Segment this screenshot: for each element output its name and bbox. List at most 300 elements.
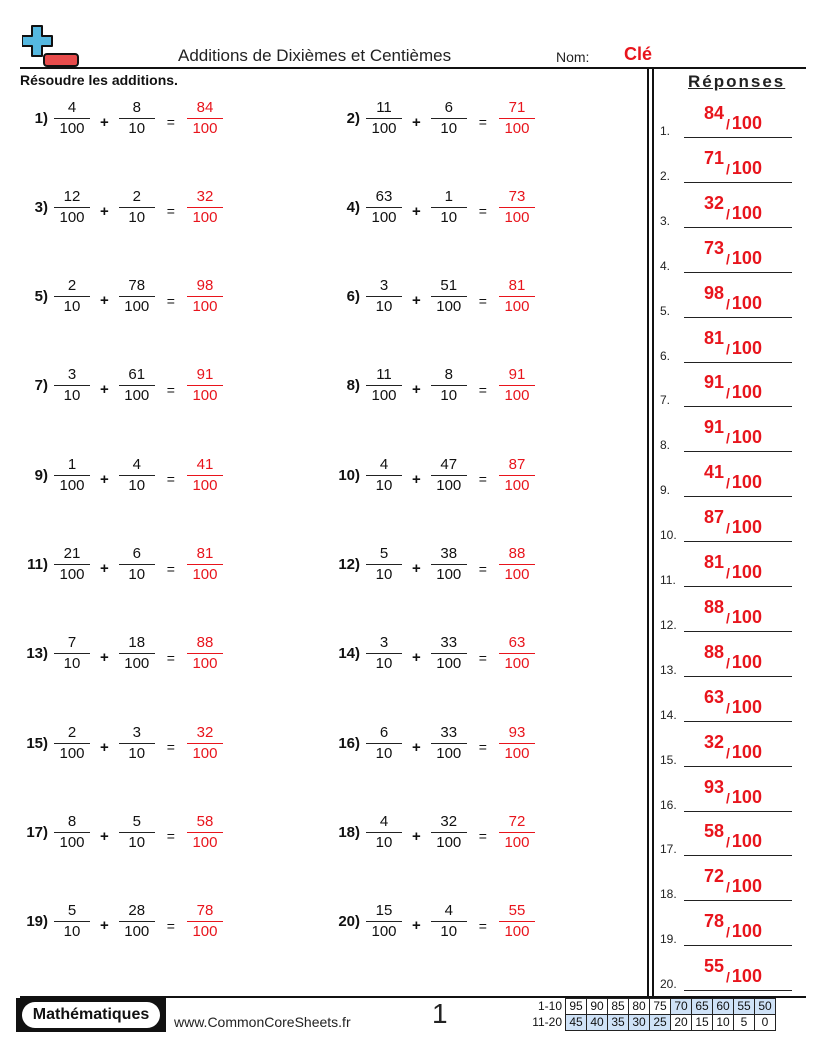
fraction-bar (431, 475, 467, 476)
answer-slash: / (726, 924, 730, 941)
denominator: 100 (371, 387, 397, 405)
numerator: 32 (196, 723, 214, 741)
answer-numerator: 81 (704, 327, 725, 348)
addend-fraction (366, 813, 402, 852)
answer-denominator: 100 (731, 562, 762, 582)
score-cell: 65 (692, 999, 713, 1015)
fraction-bar (54, 207, 90, 208)
answer-value (704, 686, 762, 718)
denominator: 100 (504, 387, 530, 405)
plus-sign: + (412, 381, 421, 399)
numerator: 1 (444, 187, 453, 205)
problem-number: 7) (34, 377, 48, 395)
answer-numerator: 88 (704, 596, 725, 617)
numerator: 87 (508, 455, 526, 473)
numerator: 21 (63, 545, 81, 562)
answer-row (660, 454, 792, 499)
addend-fraction (54, 277, 90, 316)
addend-fraction (54, 366, 90, 405)
subject-badge (16, 998, 166, 1032)
site-link[interactable]: www.CommonCoreSheets.fr (174, 1014, 351, 1030)
fraction-bar (366, 385, 402, 386)
answer-line (684, 990, 792, 991)
answer-value (704, 866, 762, 897)
problem (16, 721, 223, 765)
answer-slash: / (726, 205, 730, 222)
problem-number: 14) (338, 645, 360, 663)
fraction-bar (187, 564, 223, 565)
answer-numerator: 63 (704, 686, 725, 707)
problem (328, 453, 535, 497)
score-cell: 15 (692, 1015, 713, 1031)
denominator: 100 (192, 833, 218, 851)
answer-fraction (499, 545, 535, 584)
answer-index: 9. (660, 483, 671, 498)
problem (328, 721, 535, 765)
denominator: 100 (504, 119, 530, 137)
score-cell: 95 (566, 999, 587, 1015)
answer-slash: / (726, 879, 730, 896)
denominator: 100 (59, 566, 85, 583)
addend-fraction (119, 366, 155, 405)
worksheet-title: Additions de Dixièmes et Centièmes (178, 46, 452, 65)
equals-sign: = (478, 828, 487, 845)
numerator: 2 (67, 723, 77, 741)
addend-fraction (54, 545, 90, 584)
fraction-bar (119, 207, 155, 208)
fraction-bar (187, 207, 223, 208)
numerator: 81 (508, 277, 526, 295)
denominator: 10 (440, 208, 458, 226)
answer-numerator: 58 (704, 821, 725, 842)
fraction-bar (119, 475, 155, 476)
answer-slash: / (726, 744, 730, 761)
denominator: 100 (504, 208, 530, 226)
problem-number: 10) (338, 466, 360, 484)
answer-numerator: 32 (704, 192, 725, 213)
numerator: 4 (132, 455, 141, 473)
plus-sign: + (100, 917, 109, 935)
denominator: 100 (192, 566, 218, 583)
denominator: 10 (63, 387, 81, 405)
fraction-bar (431, 296, 467, 297)
answer-row (660, 275, 792, 320)
denominator: 100 (124, 387, 150, 405)
fraction-bar (119, 832, 155, 833)
numerator: 98 (196, 277, 214, 295)
fraction-bar (431, 743, 467, 744)
answer-slash: / (726, 475, 730, 492)
answer-fraction (187, 902, 223, 941)
answer-value (704, 956, 762, 987)
answer-row (660, 679, 792, 724)
problem-number: 5) (34, 288, 48, 306)
answer-fraction (499, 366, 535, 405)
score-cell: 0 (755, 1015, 776, 1031)
answer-slash: / (726, 385, 730, 402)
answer-numerator: 78 (704, 911, 725, 932)
denominator: 10 (128, 744, 146, 762)
addend-fraction (366, 456, 402, 495)
denominator: 100 (192, 655, 218, 673)
numerator: 41 (196, 455, 214, 473)
denominator: 100 (436, 655, 462, 673)
answer-denominator: 100 (731, 741, 762, 762)
denominator: 10 (375, 744, 393, 762)
numerator: 33 (440, 723, 458, 741)
fraction-bar (119, 921, 155, 922)
answer-fraction (187, 99, 223, 138)
answer-denominator: 100 (731, 427, 762, 448)
denominator: 10 (375, 566, 393, 583)
plus-sign: + (100, 470, 109, 488)
score-cell: 85 (608, 999, 629, 1015)
answer-index: 4. (660, 258, 671, 273)
plus-sign: + (100, 292, 109, 310)
answer-line (684, 855, 792, 856)
numerator: 88 (508, 545, 526, 562)
equals-sign: = (166, 114, 175, 130)
answer-value (704, 417, 762, 448)
answer-denominator: 100 (731, 202, 762, 223)
denominator: 100 (192, 476, 218, 494)
score-cell: 20 (671, 1015, 692, 1031)
numerator: 3 (67, 366, 77, 384)
answer-numerator: 98 (704, 282, 725, 303)
answer-denominator: 100 (731, 651, 762, 672)
page-number: 1 (432, 998, 448, 1029)
denominator: 100 (192, 119, 218, 137)
denominator: 10 (128, 566, 146, 583)
denominator: 100 (192, 387, 218, 405)
score-cell: 10 (713, 1015, 734, 1031)
fraction-bar (54, 385, 90, 386)
answer-fraction (187, 724, 223, 763)
fraction-bar (187, 296, 223, 297)
answer-numerator: 93 (704, 776, 725, 797)
fraction-bar (54, 832, 90, 833)
addend-fraction (431, 813, 467, 852)
answer-slash: / (726, 699, 730, 716)
denominator: 10 (63, 655, 81, 673)
problem (328, 810, 535, 854)
numerator: 6 (444, 98, 453, 116)
numerator: 72 (508, 812, 526, 830)
answer-index: 12. (660, 617, 677, 632)
equals-sign: = (478, 114, 487, 130)
answer-row (660, 634, 792, 679)
answer-slash: / (726, 160, 730, 177)
addend-fraction (366, 634, 402, 673)
problem-number: 9) (34, 466, 48, 484)
numerator: 11 (376, 98, 392, 116)
fraction-bar (366, 564, 402, 565)
answer-slash: / (726, 520, 730, 537)
answer-fraction (499, 902, 535, 941)
fraction-bar (499, 743, 535, 744)
answer-row (660, 499, 792, 544)
numerator: 32 (440, 812, 458, 830)
addend-fraction (54, 99, 90, 138)
answer-line (684, 362, 792, 363)
numerator: 5 (132, 812, 141, 830)
answer-value (704, 103, 762, 134)
equals-sign: = (478, 292, 487, 309)
answer-slash: / (726, 250, 730, 267)
score-cell: 35 (608, 1015, 629, 1031)
fraction-bar (499, 207, 535, 208)
plus-sign: + (412, 202, 421, 220)
numerator: 91 (196, 366, 214, 384)
denominator: 10 (440, 387, 458, 405)
addend-fraction (119, 456, 155, 495)
denominator: 100 (504, 833, 530, 851)
answer-slash: / (726, 789, 730, 806)
addend-fraction (119, 188, 155, 227)
addend-fraction (119, 99, 155, 138)
denominator: 100 (504, 566, 530, 583)
answer-denominator: 100 (731, 831, 762, 852)
plus-sign: + (412, 560, 421, 577)
answer-line (684, 766, 792, 767)
answer-slash: / (726, 295, 730, 312)
plus-sign: + (412, 738, 421, 756)
problem-number: 17) (26, 823, 48, 841)
answer-slash: / (726, 340, 730, 357)
addend-fraction (54, 188, 90, 227)
answer-row (660, 230, 792, 275)
answer-denominator: 100 (731, 337, 762, 358)
numerator: 33 (440, 634, 458, 652)
answer-row (660, 140, 792, 185)
equals-sign: = (166, 649, 175, 666)
problem-number: 12) (338, 556, 360, 573)
numerator: 3 (132, 723, 141, 741)
answer-denominator: 100 (731, 696, 762, 717)
answer-slash: / (726, 834, 730, 851)
problem-number: 1) (34, 109, 48, 127)
addend-fraction (119, 545, 155, 584)
score-cell: 80 (629, 999, 650, 1015)
answer-index: 16. (660, 797, 677, 812)
plus-sign: + (412, 917, 421, 935)
denominator: 10 (128, 119, 146, 137)
denominator: 100 (504, 655, 530, 673)
numerator: 15 (375, 902, 393, 920)
fraction-bar (499, 296, 535, 297)
denominator: 100 (124, 655, 150, 673)
answer-index: 14. (660, 707, 677, 722)
equals-sign: = (166, 381, 175, 398)
score-row-label: 11-20 (532, 1015, 562, 1029)
equals-sign: = (166, 917, 175, 934)
answer-numerator: 32 (704, 731, 725, 752)
numerator: 78 (128, 277, 146, 295)
answer-index: 20. (660, 977, 677, 992)
plus-sign: + (100, 113, 109, 131)
answer-line (684, 496, 792, 497)
answer-index: 8. (660, 438, 671, 453)
plus-sign: + (100, 738, 109, 756)
answer-line (684, 137, 792, 138)
answer-value (704, 237, 762, 269)
equals-sign: = (166, 828, 175, 845)
addend-fraction (119, 634, 155, 673)
fraction-bar (54, 653, 90, 654)
answer-fraction (187, 277, 223, 316)
answer-row (660, 409, 792, 454)
answer-fraction (187, 634, 223, 673)
problem (16, 96, 223, 140)
fraction-bar (431, 207, 467, 208)
answer-slash: / (726, 116, 730, 132)
numerator: 88 (196, 634, 214, 652)
fraction-bar (119, 564, 155, 565)
denominator: 10 (63, 298, 81, 316)
numerator: 1 (67, 455, 77, 473)
addend-fraction (366, 277, 402, 316)
equals-sign: = (166, 471, 175, 488)
fraction-bar (431, 921, 467, 922)
fraction-bar (499, 475, 535, 476)
answer-numerator: 41 (704, 462, 725, 483)
numerator: 6 (132, 545, 141, 562)
denominator: 10 (375, 476, 393, 494)
addend-fraction (366, 188, 402, 227)
answer-denominator: 100 (731, 247, 762, 268)
numerator: 63 (508, 634, 526, 652)
denominator: 10 (128, 833, 146, 851)
numerator: 5 (67, 902, 77, 920)
answer-row (660, 589, 792, 634)
answer-fraction (499, 188, 535, 227)
answer-denominator: 100 (731, 472, 762, 493)
fraction-bar (366, 832, 402, 833)
fraction-bar (187, 921, 223, 922)
addend-fraction (366, 366, 402, 405)
denominator: 10 (440, 119, 458, 137)
fraction-bar (119, 743, 155, 744)
numerator: 91 (508, 366, 526, 384)
fraction-bar (119, 653, 155, 654)
problem-number: 3) (34, 198, 48, 216)
numerator: 32 (196, 187, 214, 205)
numerator: 63 (375, 187, 393, 205)
answer-line (684, 317, 792, 318)
answer-denominator: 100 (731, 113, 762, 133)
answer-line (684, 721, 792, 722)
answer-fraction (499, 634, 535, 673)
answers-title: Réponses (688, 72, 786, 91)
name-label: Nom: (556, 49, 590, 65)
fraction-bar (54, 564, 90, 565)
numerator: 6 (379, 723, 389, 741)
problem (16, 810, 223, 854)
numerator: 12 (63, 187, 81, 205)
problem-number: 2) (346, 109, 360, 127)
denominator: 100 (436, 744, 462, 762)
answer-value (704, 596, 762, 628)
answers-divider (652, 67, 654, 996)
answers-divider (647, 67, 649, 996)
equals-sign: = (478, 203, 487, 220)
score-cell: 50 (755, 999, 776, 1015)
numerator: 55 (508, 902, 526, 920)
answer-index: 18. (660, 887, 677, 902)
answer-index: 13. (660, 662, 677, 677)
fraction-bar (119, 385, 155, 386)
denominator: 100 (59, 744, 85, 762)
answer-index: 17. (660, 842, 677, 857)
addend-fraction (119, 724, 155, 763)
answer-row (660, 544, 792, 589)
denominator: 100 (436, 566, 462, 583)
problem-number: 11) (27, 556, 48, 573)
equals-sign: = (478, 649, 487, 666)
answer-fraction (499, 277, 535, 316)
answer-fraction (187, 545, 223, 584)
answer-line (684, 586, 792, 587)
denominator: 100 (371, 923, 397, 941)
problem (16, 632, 223, 676)
answer-denominator: 100 (731, 606, 762, 627)
denominator: 100 (436, 476, 462, 494)
answer-index: 11. (660, 573, 676, 587)
fraction-bar (499, 832, 535, 833)
numerator: 28 (128, 902, 146, 920)
numerator: 81 (196, 545, 214, 562)
numerator: 3 (379, 277, 389, 295)
denominator: 100 (59, 208, 85, 226)
addend-fraction (431, 634, 467, 673)
answer-index: 1. (660, 124, 671, 138)
problem-number: 13) (26, 645, 48, 663)
answer-value (704, 821, 762, 852)
answer-line (684, 272, 792, 273)
numerator: 84 (196, 98, 214, 116)
numerator: 3 (379, 634, 389, 652)
addend-fraction (431, 456, 467, 495)
equals-sign: = (478, 917, 487, 934)
addend-fraction (431, 902, 467, 941)
addend-fraction (54, 456, 90, 495)
denominator: 100 (436, 833, 462, 851)
denominator: 100 (59, 119, 85, 137)
fraction-bar (366, 743, 402, 744)
answer-index: 10. (660, 528, 677, 543)
fraction-bar (54, 475, 90, 476)
denominator: 100 (504, 923, 530, 941)
addend-fraction (431, 99, 467, 138)
plus-sign: + (100, 649, 109, 667)
answer-denominator: 100 (731, 157, 762, 178)
denominator: 100 (59, 833, 85, 851)
answer-numerator: 91 (704, 417, 725, 438)
numerator: 78 (196, 902, 214, 920)
answer-value (704, 327, 762, 359)
answer-denominator: 100 (731, 292, 762, 313)
numerator: 4 (379, 455, 389, 473)
fraction-bar (431, 564, 467, 565)
answer-line (684, 227, 792, 228)
answer-slash: / (726, 609, 730, 626)
equals-sign: = (478, 381, 487, 398)
answer-denominator: 100 (731, 876, 762, 897)
answer-value (704, 552, 762, 583)
score-cell: 25 (650, 1015, 671, 1031)
fraction-bar (187, 475, 223, 476)
fraction-bar (366, 296, 402, 297)
